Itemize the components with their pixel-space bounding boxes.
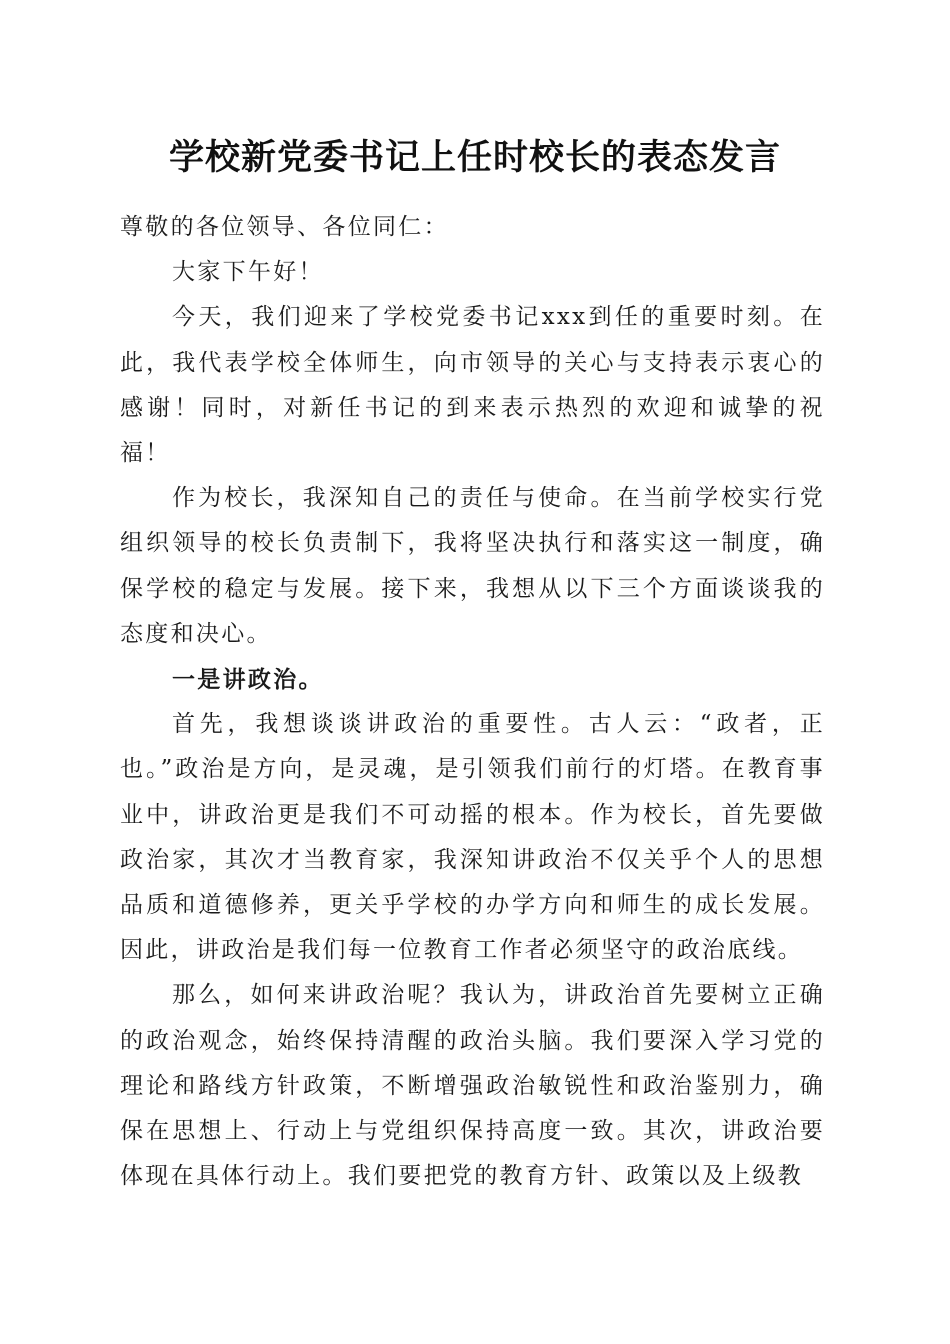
- salutation: 尊敬的各位领导、各位同仁：: [120, 214, 449, 240]
- document-body: [120, 205, 825, 1199]
- paragraph-politics-importance: 首先，我想谈谈讲政治的重要性。古人云：“政者，正也。”政治是方向，是灵魂，是引领我们前行的灯塔。在教育事业中，讲政治更是我们不可动摇的根本。作为校长，首先要做政治家，其次才当教育家，我深知讲政治不仅关乎个人的思想品质和道德修养，更关乎学校的办学方向和师生的成长发展。因此，讲政治是我们每一位教育工作者必须坚守的政治底线。: [120, 711, 825, 964]
- document-title: 学校新党委书记上任时校长的表态发言: [168, 137, 781, 178]
- paragraph-greeting: 大家下午好！: [172, 259, 324, 286]
- paragraph-welcome: 今天，我们迎来了学校党委书记xxx到任的重要时刻。在此，我代表学校全体师生，向市领导的关心与支持表示衷心的感谢！同时，对新任书记的到来表示热烈的欢迎和诚挚的祝福！: [120, 304, 825, 467]
- paragraph-responsibility: 作为校长，我深知自己的责任与使命。在当前学校实行党组织领导的校长负责制下，我将坚决执行和落实这一制度，确保学校的稳定与发展。接下来，我想从以下三个方面谈谈我的态度和决心。: [120, 485, 825, 647]
- section-heading-politics: 一是讲政治。: [172, 666, 324, 694]
- paragraph-politics-how: 那么，如何来讲政治呢？我认为，讲政治首先要树立正确的政治观念，始终保持清醒的政治头脑。我们要深入学习党的理论和路线方针政策，不断增强政治敏锐性和政治鉴别力，确保在思想上、行动上与党组织保持高度一致。其次，讲政治要体现在具体行动上。我们要把党的教育方针、政策以及上级教: [120, 982, 825, 1190]
